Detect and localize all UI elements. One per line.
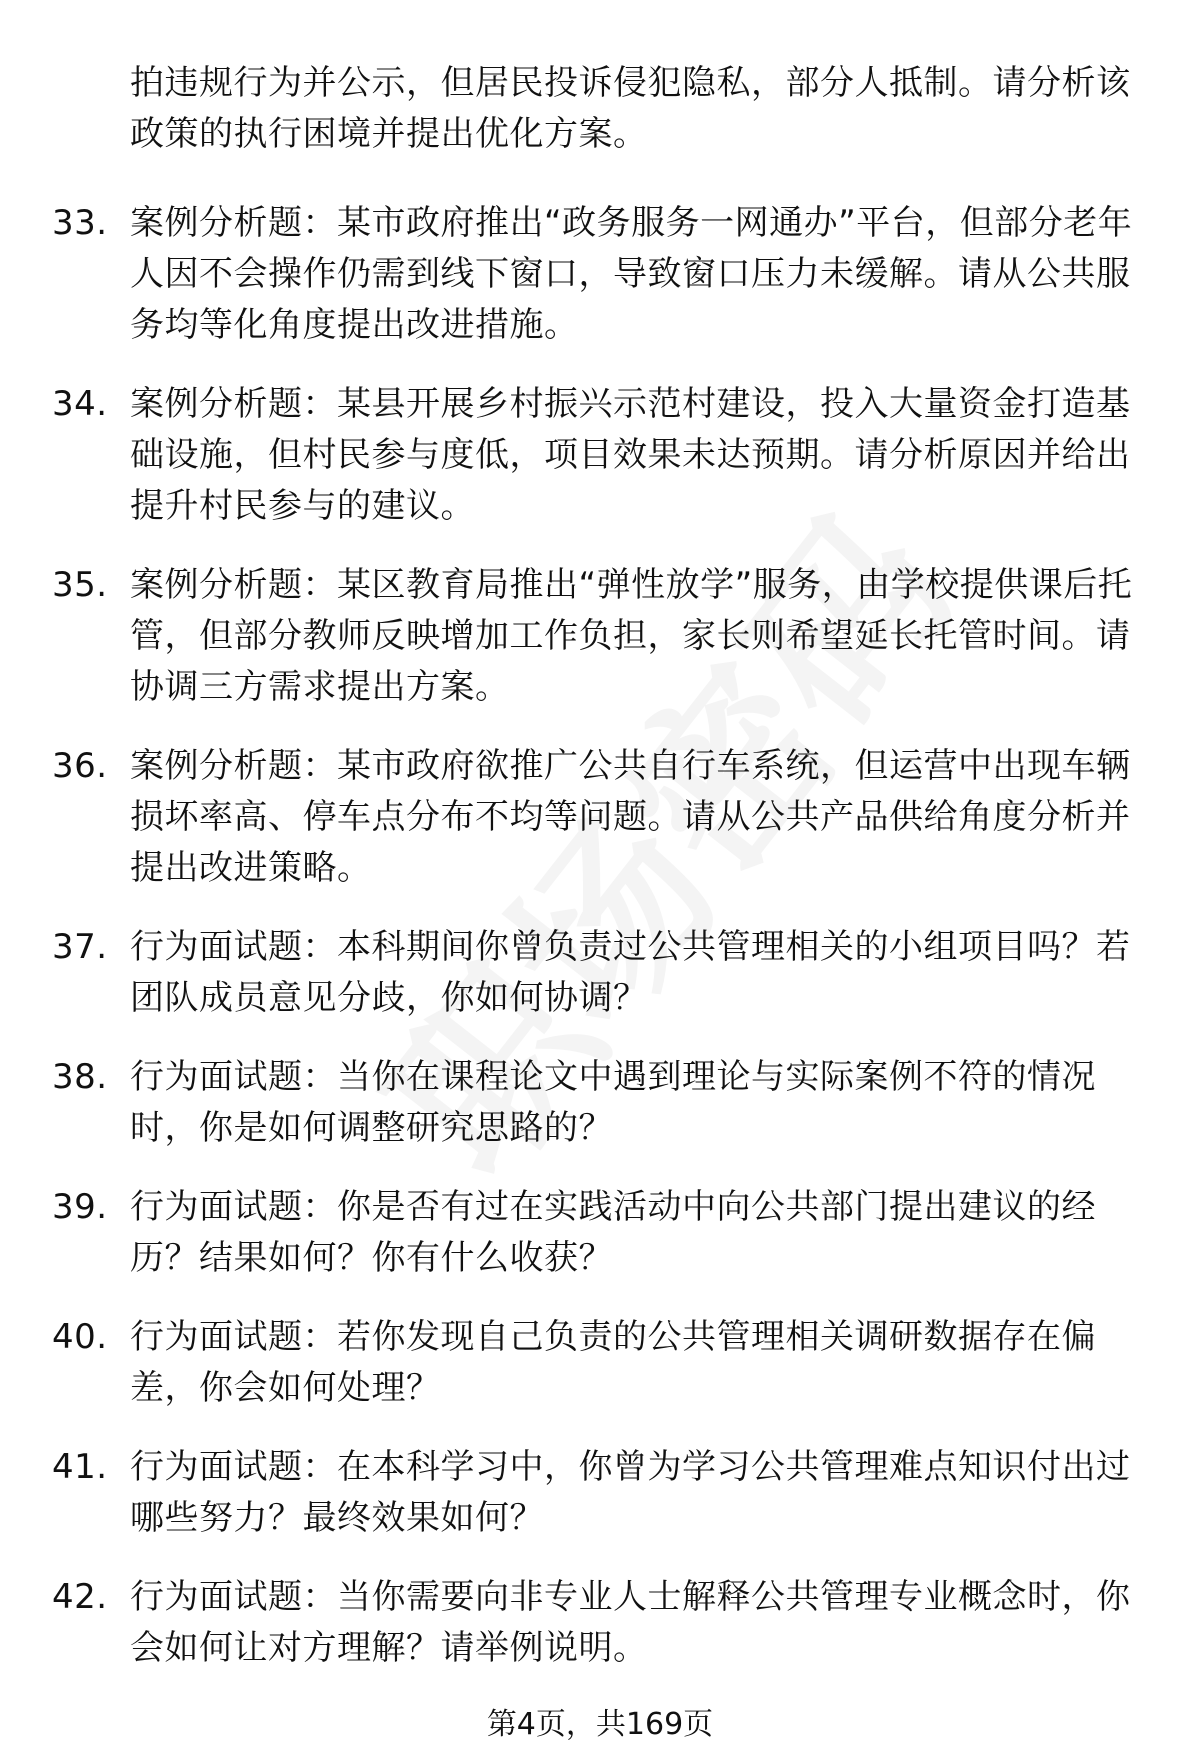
- page-footer: 第4页，共169页: [486, 1707, 714, 1742]
- question-text: 案例分析题：某县开展乡村振兴示范村建设，投入大量资金打造基础设施，但村民参与度低，项目效果未达预期。请分析原因并给出提升村民参与的建议。: [130, 384, 1131, 526]
- question-text: 行为面试题：当你需要向非专业人士解释公共管理专业概念时，你会如何让对方理解？请举例说明。: [130, 1577, 1131, 1668]
- question-number: 34.: [52, 384, 108, 424]
- question-number: 41.: [52, 1447, 108, 1487]
- question-item: [0, 1052, 1200, 1154]
- question-list: [0, 58, 1200, 1702]
- question-text: 行为面试题：当你在课程论文中遇到理论与实际案例不符的情况时，你是如何调整研究思路的？: [130, 1057, 1096, 1148]
- question-text: 行为面试题：若你发现自己负责的公共管理相关调研数据存在偏差，你会如何处理？: [130, 1317, 1096, 1408]
- question-text: 案例分析题：某市政府欲推广公共自行车系统，但运营中出现车辆损坏率高、停车点分布不均等问题。请从公共产品供给角度分析并提出改进策略。: [130, 746, 1131, 888]
- question-item: [0, 1442, 1200, 1544]
- question-number: 40.: [52, 1317, 108, 1357]
- question-number: 35.: [52, 565, 108, 605]
- question-item: [0, 1182, 1200, 1284]
- question-text: 行为面试题：你是否有过在实践活动中向公共部门提出建议的经历？结果如何？你有什么收获？: [130, 1187, 1096, 1278]
- question-text: 案例分析题：某区教育局推出“弹性放学”服务，由学校提供课后托管，但部分教师反映增加工作负担，家长则希望延长托管时间。请协调三方需求提出方案。: [130, 565, 1133, 707]
- question-item: [0, 741, 1200, 894]
- continued-question-text: 拍违规行为并公示，但居民投诉侵犯隐私，部分人抵制。请分析该政策的执行困境并提出优化方案。: [130, 63, 1131, 154]
- question-item: [0, 379, 1200, 532]
- question-text: 行为面试题：本科期间你曾负责过公共管理相关的小组项目吗？若团队成员意见分歧，你如何协调？: [130, 927, 1131, 1018]
- question-item: [0, 922, 1200, 1024]
- question-item: [0, 198, 1200, 351]
- question-item: [0, 1312, 1200, 1414]
- question-item: [0, 560, 1200, 713]
- question-text: 案例分析题：某市政府推出“政务服务一网通办”平台，但部分老年人因不会操作仍需到线下窗口，导致窗口压力未缓解。请从公共服务均等化角度提出改进措施。: [130, 203, 1133, 345]
- question-number: 37.: [52, 927, 108, 967]
- question-number: 38.: [52, 1057, 108, 1097]
- question-item: [0, 1572, 1200, 1674]
- question-number: 39.: [52, 1187, 108, 1227]
- question-number: 42.: [52, 1577, 108, 1617]
- question-text: 行为面试题：在本科学习中，你曾为学习公共管理难点知识付出过哪些努力？最终效果如何？: [130, 1447, 1131, 1538]
- question-number: 33.: [52, 203, 108, 243]
- question-number: 36.: [52, 746, 108, 786]
